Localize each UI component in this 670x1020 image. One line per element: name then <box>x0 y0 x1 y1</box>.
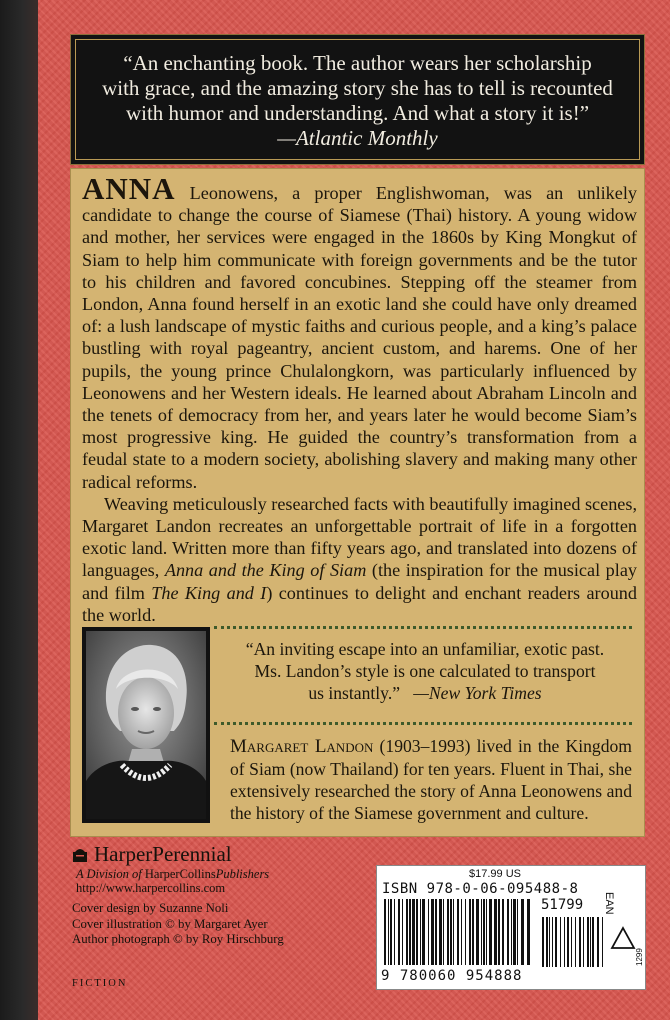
barcode-stripe <box>507 899 509 965</box>
addon-stripe <box>546 917 548 967</box>
publisher-logo <box>72 842 372 867</box>
barcode-stripe <box>453 899 454 965</box>
barcode-stripe <box>398 899 400 965</box>
credit-illustration: Cover illustration © by Margaret Ayer <box>72 916 268 931</box>
paragraph-text: Leonowens, a proper Englishwoman, was an unlikely candidate to change the course of Siamese (Thai) history. A young widow and mother, her services were engaged in the 1860s by King Mongkut of Siam to help him communicate with foreign governments and be the tutor to his children and favored concubines. Stepping off the steamer from London, Anna found herself in an exotic land she could have only dreamed of: a lush landscape of mystic faiths and curious people, and a king’s palace bustling with royal pageantry, ancient custom, and harems. One of her pupils, the young prince Chulalongkorn, was particularly influenced by Leonowens and her Western ideals. He learned about Abraham Lincoln and the tenets of democracy from her, and years later he would become Siam’s most progressive king. He guided the country’s transformation from a feudal state to a modern society, abolishing slavery and making many other radical reforms. <box>82 183 637 492</box>
barcode-stripe <box>402 899 403 965</box>
barcode-stripe <box>502 899 504 965</box>
quote-line <box>218 682 632 704</box>
barcode-stripe <box>527 899 530 965</box>
cover-credits <box>72 901 372 948</box>
addon-stripe <box>564 917 565 967</box>
barcode-stripe <box>435 899 437 965</box>
barcode-stripe <box>406 899 408 965</box>
addon-stripe <box>602 917 603 967</box>
author-portrait-illustration <box>86 631 206 819</box>
barcode-stripe <box>431 899 434 965</box>
barcode-stripe <box>489 899 492 965</box>
barcode-stripe <box>428 899 429 965</box>
paragraph-text: ) continues to delight and enchant readers around the world. <box>82 582 637 625</box>
barcode-stripe <box>483 899 485 965</box>
quote-line: “An inviting escape into an unfamiliar, exotic past. <box>245 639 605 659</box>
barcode-stripe <box>394 899 395 965</box>
price-code: 1299 <box>635 948 644 966</box>
barcode-stripe <box>384 899 386 965</box>
addon-stripe <box>592 917 594 967</box>
description-paragraph <box>82 493 637 626</box>
paragraph-text: Weaving meticulously researched facts with beautifully imagined scenes, Margaret Landon recreates an unforgettable portrait of life in a forgotten exotic land. Written more than fifty years ago, and translated into dozens of languages, <box>82 493 637 581</box>
credit-design: Cover design by Suzanne Noli <box>72 901 229 915</box>
addon-stripe <box>575 917 576 967</box>
dotted-divider <box>214 722 632 725</box>
credit-photo: Author photograph © by Roy Hirschburg <box>72 932 284 946</box>
film-title: The King and I <box>151 582 267 603</box>
barcode-label <box>376 865 646 990</box>
author-photo <box>82 627 210 823</box>
barcode-stripe <box>422 899 425 965</box>
barcode-stripe <box>439 899 442 965</box>
division-suffix: Publishers <box>215 867 270 881</box>
addon-stripe <box>571 917 572 967</box>
addon-stripe <box>549 917 550 967</box>
barcode-stripe <box>476 899 479 965</box>
barcode-stripe <box>461 899 462 965</box>
addon-stripe <box>552 917 553 967</box>
publisher-division <box>76 867 372 881</box>
top-review-quote <box>70 34 645 165</box>
barcode-stripe <box>517 899 518 965</box>
publisher-block <box>72 842 372 895</box>
barcode-stripe <box>494 899 497 965</box>
barcode-stripe <box>447 899 449 965</box>
price: $17.99 US <box>469 868 521 880</box>
author-bio <box>230 735 632 824</box>
category-label: FICTION <box>72 978 128 989</box>
ean-number: 9 780060 954888 <box>381 968 523 984</box>
barcode-stripe <box>390 899 392 965</box>
barcode-stripe <box>412 899 415 965</box>
quote-line: Ms. Landon’s style is one calculated to transport <box>254 661 596 681</box>
addon-stripe <box>560 917 561 967</box>
quote-line: “An enchanting book. The author wears her scholarship <box>123 51 592 75</box>
barcode-stripe <box>521 899 524 965</box>
barcode-stripe <box>420 899 421 965</box>
addon-stripe <box>597 917 599 967</box>
addon-stripe <box>555 917 557 967</box>
barcode-stripe <box>409 899 411 965</box>
barcode-stripe <box>472 899 474 965</box>
barcode-stripe <box>465 899 466 965</box>
description-paragraph <box>82 171 637 493</box>
book-title: Anna and the King of Siam <box>164 560 367 581</box>
quote-line: with humor and understanding. And what a story it is!” <box>125 101 590 125</box>
barcode-stripe <box>469 899 471 965</box>
barcode-stripe <box>481 899 482 965</box>
addon-stripe <box>579 917 581 967</box>
dotted-divider <box>214 626 632 629</box>
book-spine <box>0 0 38 1020</box>
publisher-url: http://www.harpercollins.com <box>76 881 226 895</box>
quote-source: —Atlantic Monthly <box>277 126 438 150</box>
barcode-stripe <box>498 899 500 965</box>
triangle-icon <box>610 926 636 950</box>
addon-stripe <box>567 917 569 967</box>
addon-stripe <box>583 917 584 967</box>
barcode-stripe <box>511 899 512 965</box>
paragraph-text: (the inspiration for the musical play and film <box>82 560 637 603</box>
second-review-quote <box>218 638 632 704</box>
dropcap-word: ANNA <box>82 171 176 206</box>
quote-line: with grace, and the amazing story she has to tell is recounted <box>102 76 613 100</box>
barcode-stripe <box>486 899 487 965</box>
barcode-stripe <box>450 899 452 965</box>
bio-text: (1903–1993) lived in the Kingdom of Siam (now Thailand) for ten years. Fluent in Thai, she extensively researched the story of Anna Leonowens and the history of the Siamese government and culture. <box>230 736 632 823</box>
description <box>82 171 637 626</box>
barcode-stripe <box>416 899 418 965</box>
division-name: HarperCollins <box>144 867 216 881</box>
barcode-stripe <box>388 899 389 965</box>
author-name: Margaret Landon <box>230 736 374 757</box>
barcode-stripe <box>513 899 516 965</box>
division-prefix: A Division of <box>76 867 145 881</box>
barcode-stripe <box>457 899 459 965</box>
addon-stripe <box>542 917 544 967</box>
isbn: ISBN 978-0-06-095488-8 <box>382 881 579 897</box>
quote-source: —New York Times <box>413 683 542 703</box>
harper-torch-icon <box>72 847 88 863</box>
addon-stripe <box>590 917 591 967</box>
quote-text: us instantly.” <box>308 683 401 703</box>
publisher-name: HarperPerennial <box>94 842 232 866</box>
barcode-stripe <box>443 899 444 965</box>
addon-stripe <box>587 917 589 967</box>
ean-label: EAN <box>603 892 615 915</box>
addon-number: 51799 <box>541 897 584 913</box>
